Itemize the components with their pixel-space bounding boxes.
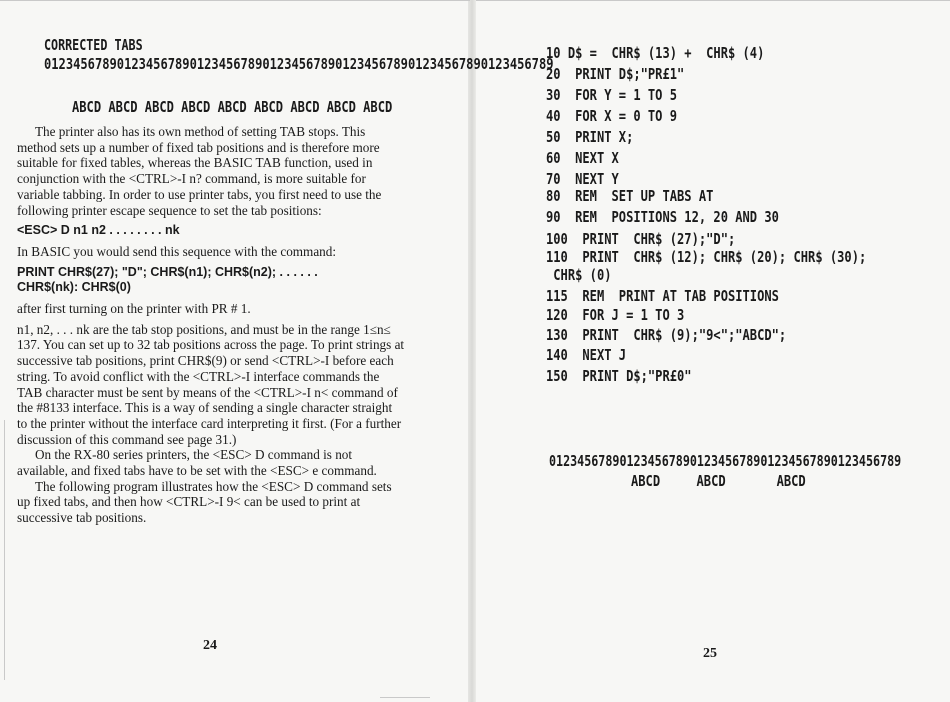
command-line-1: PRINT CHR$(27); "D"; CHR$(n1); CHR$(n2); . . . . . . <box>17 264 318 279</box>
para-turn-on-printer: after first turning on the printer with PR # 1. <box>17 301 251 317</box>
code-line: 70 NEXT Y <box>546 170 619 188</box>
para-printer-tabs: The printer also has its own method of setting TAB stops. This method sets up a number of fixed tab positions and is therefore more suitable for fixed tables, whereas the BASIC TAB function, used in conjunction with the <CTRL>-I n? command, is more suitable for variable tabbing. In order to use printer tabs, you first need to use the following printer escape sequence to set the tab positions: <box>17 124 382 218</box>
command-line-2: CHR$(nk): CHR$(0) <box>17 280 131 295</box>
code-line: 40 FOR X = 0 TO 9 <box>546 107 678 125</box>
code-line: CHR$ (0) <box>546 266 612 284</box>
code-line: 150 PRINT D$;"PR£0" <box>546 367 692 385</box>
code-line: 10 D$ = CHR$ (13) + CHR$ (4) <box>546 44 765 62</box>
para-program-intro: The following program illustrates how the <ESC> D command sets up fixed tabs, and then how <CTRL>-I 9< can be used to print at successive tab positions. <box>17 478 392 526</box>
code-line: 100 PRINT CHR$ (27);"D"; <box>546 230 736 248</box>
para-rx80: On the RX-80 series printers, the <ESC> D command is not available, and fixed tabs have to be set with the <ESC> e command. <box>17 447 377 479</box>
para-tab-stops: n1, n2, . . . nk are the tab stop positions, and must be in the range 1≤n≤ 137. You can set up to 32 tab positions across the page. To print strings at successive tab positions, print CHR$(9) or send <CTRL>-I before each string. To avoid conflict with the <CTRL>-I interface commands the TAB character must be sent by means of the <CTRL>-I n< command of the #8133 interface. This is a way of sending a single character straight to the printer without the interface card interpreting it first. (For a further discussion of this command see page 31.) <box>17 321 405 447</box>
code-line: 60 NEXT X <box>546 149 619 167</box>
para-basic-command: In BASIC you would send this sequence with the command: <box>17 243 337 259</box>
code-line: 30 FOR Y = 1 TO 5 <box>546 86 678 104</box>
corrected-tabs-heading: CORRECTED TABS <box>44 36 143 54</box>
code-line: 140 NEXT J <box>546 346 627 364</box>
code-line: 115 REM PRINT AT TAB POSITIONS <box>546 287 779 305</box>
page-number-right: 25 <box>703 646 717 661</box>
code-line: 50 PRINT X; <box>546 128 634 146</box>
digit-ruler-left: 0123456789012345678901234567890123456789012345678901234567890123456789 <box>44 55 554 73</box>
code-line: 90 REM POSITIONS 12, 20 AND 30 <box>546 208 779 226</box>
code-line: 110 PRINT CHR$ (12); CHR$ (20); CHR$ (30); <box>546 248 867 266</box>
code-line: 120 FOR J = 1 TO 3 <box>546 306 685 324</box>
abcd-row-right: ABCD ABCD ABCD <box>631 472 806 490</box>
page-number-left: 24 <box>203 638 217 653</box>
code-line: 80 REM SET UP TABS AT <box>546 187 714 205</box>
code-line: 130 PRINT CHR$ (9);"9<";"ABCD"; <box>546 326 787 344</box>
digit-ruler-right: 01234567890123456789012345678901234567890123456789 <box>549 452 902 470</box>
abcd-row-left: ABCD ABCD ABCD ABCD ABCD ABCD ABCD ABCD ABCD <box>72 98 393 116</box>
code-line: 20 PRINT D$;"PR£1" <box>546 65 685 83</box>
escape-sequence: <ESC> D n1 n2 . . . . . . . . nk <box>17 223 180 238</box>
